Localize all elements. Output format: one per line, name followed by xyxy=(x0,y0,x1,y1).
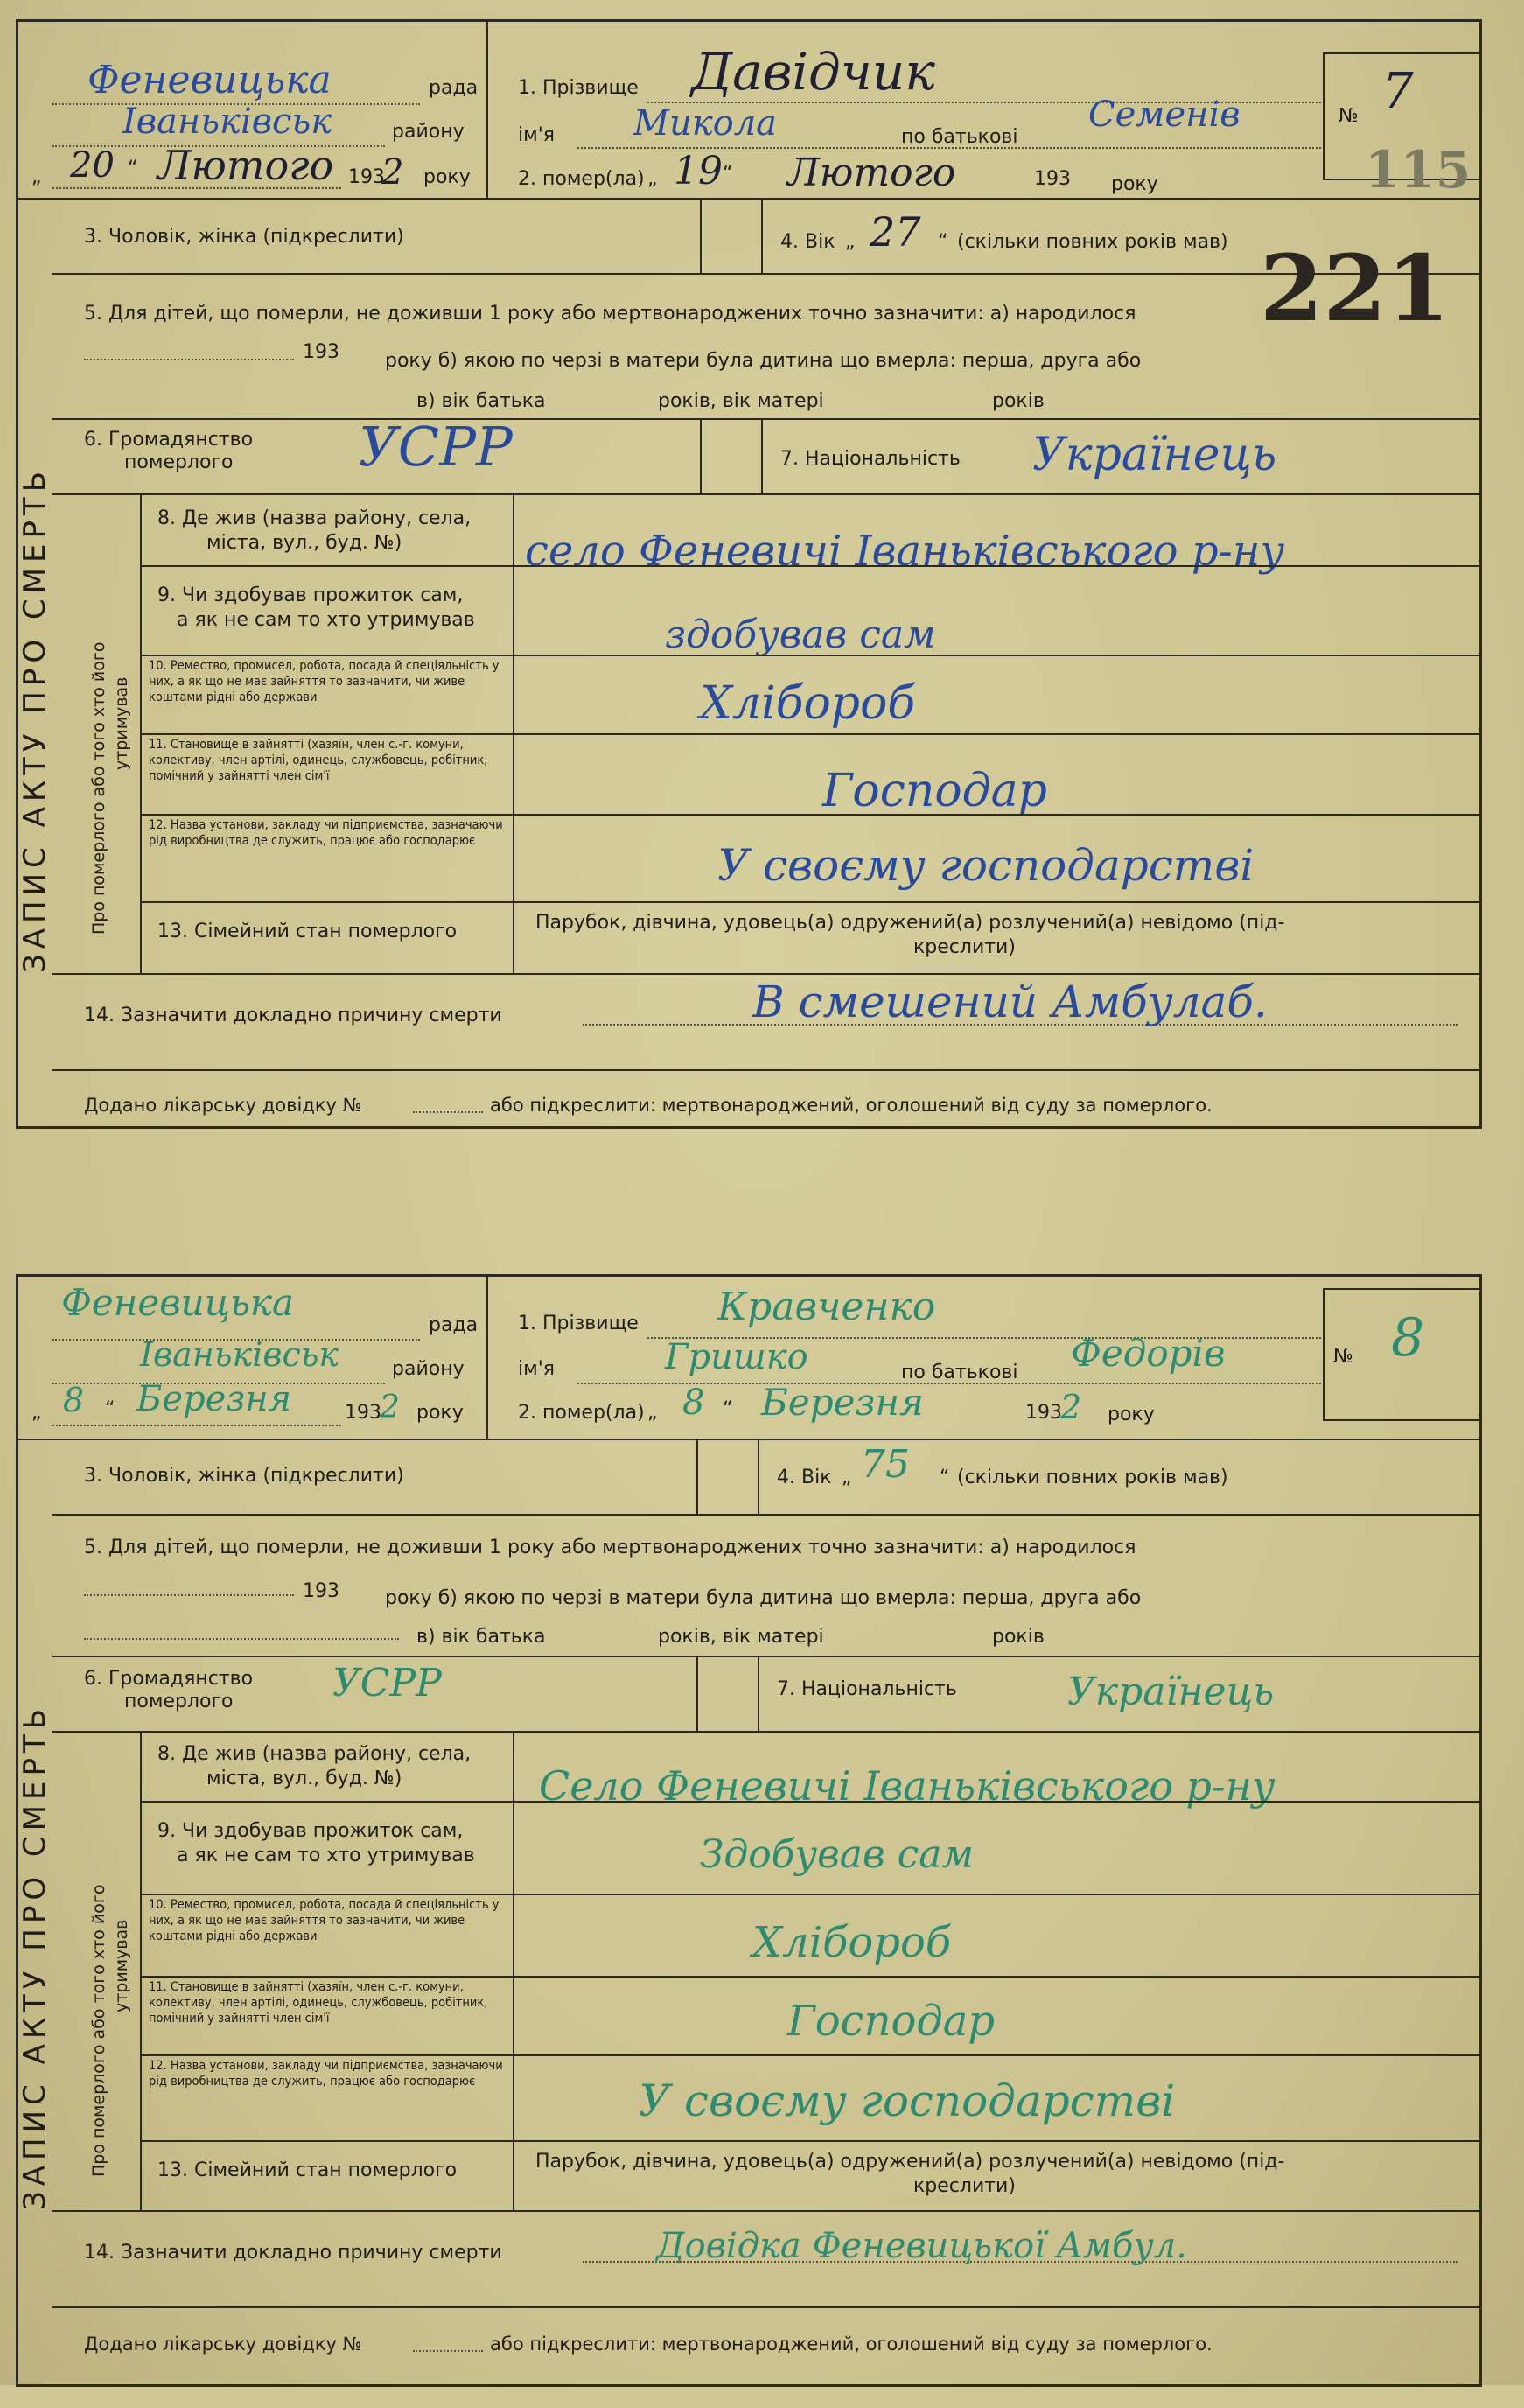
livelihood-label: 9. Чи здобував прожиток сам, xyxy=(157,584,464,606)
nationality-value: Українець xyxy=(1032,429,1277,481)
mother-age-label: років, вік матері xyxy=(658,1626,824,1648)
year-label: року xyxy=(416,1402,464,1424)
father-age-label: в) вік батька xyxy=(416,1626,546,1648)
name-value: Микола xyxy=(633,103,778,144)
children-note-line2: року б) якою по черзі в матери була дитина що вмерла: перша, друга або xyxy=(385,1587,1142,1609)
side-title: ЗАПИС АКТУ ПРО СМЕРТЬ xyxy=(17,1703,52,2210)
marital-label: 13. Сімейний стан померлого xyxy=(157,920,458,942)
died-month: Лютого xyxy=(787,150,956,195)
side-about-2: утримував xyxy=(112,1919,131,2012)
patronymic-label: по батькові xyxy=(901,1362,1018,1383)
children-note-line2: року б) якою по черзі в матери була дитина що вмерла: перша, друга або xyxy=(385,350,1142,372)
age-value: 75 xyxy=(861,1442,910,1487)
registration-day: 20 xyxy=(70,145,115,186)
year-prefix: 193 xyxy=(348,166,385,188)
name-value: Гришко xyxy=(665,1337,808,1377)
years-label: років xyxy=(992,1626,1045,1648)
livelihood-value: Здобував сам xyxy=(700,1832,974,1877)
raion-value: Іваньківськ xyxy=(140,1335,339,1374)
residence-value: село Феневичі Іваньківського р-ну xyxy=(525,527,1285,576)
died-month: Березня xyxy=(761,1381,924,1424)
residence-label: 8. Де жив (назва району, села, xyxy=(157,508,472,529)
registration-month: Березня xyxy=(136,1379,291,1419)
stamp-number-top: 115 xyxy=(1365,140,1472,200)
year-label: року xyxy=(423,166,471,188)
surname-label: 1. Прізвище xyxy=(518,1312,639,1334)
registration-day: 8 xyxy=(63,1381,85,1419)
livelihood-value: здобував сам xyxy=(665,612,936,657)
died-year-label: року xyxy=(1111,173,1158,195)
age-value: 27 xyxy=(870,208,921,256)
rada-label: рада xyxy=(429,1314,479,1336)
marital-label: 13. Сімейний стан померлого xyxy=(157,2160,458,2181)
workplace-label: 12. Назва установи, закладу чи підприємства, зазначаючи рід виробництва де служить, працює або господарює xyxy=(149,818,503,848)
rada-value: Феневицька xyxy=(87,58,332,102)
children-year-prefix: 193 xyxy=(303,341,339,363)
marital-options: Парубок, дівчина, удовець(а) одружений(а) розлучений(а) невідомо (під- xyxy=(535,912,1285,934)
occupation-label: 10. Ремество, промисел, робота, посада й спеціяльність у них, а як що не має зайняття то зазначити, чи живе коштами рідні або держави xyxy=(149,659,500,704)
sex-label: 3. Чоловік, жінка (підкреслити) xyxy=(84,1465,404,1487)
livelihood-label-2: а як не сам то хто утримував xyxy=(177,609,475,631)
age-label: 4. Вік xyxy=(777,1466,832,1488)
position-value: Господар xyxy=(787,1997,996,2046)
died-day: 8 xyxy=(682,1382,705,1423)
record-number: 7 xyxy=(1382,63,1414,120)
livelihood-label-2: а як не сам то хто утримував xyxy=(177,1844,475,1866)
stamp-number-large: 221 xyxy=(1260,234,1451,342)
raion-value: Іваньківськ xyxy=(122,102,332,142)
number-label: № xyxy=(1339,105,1359,127)
patronymic-value: Федорів xyxy=(1071,1332,1226,1375)
died-label: 2. помер(ла) xyxy=(518,1402,645,1424)
cause-value: В смешений Амбулаб. xyxy=(752,976,1268,1027)
citizenship-value: УСРР xyxy=(332,1661,442,1705)
age-hint: (скільки повних років мав) xyxy=(957,1466,1228,1488)
number-label: № xyxy=(1333,1346,1353,1368)
footer-note-a: Додано лікарську довідку № xyxy=(84,2334,362,2355)
name-label: ім'я xyxy=(518,1358,555,1380)
raion-label: району xyxy=(392,1358,465,1380)
occupation-value: Хлібороб xyxy=(752,1918,952,1967)
record-number: 8 xyxy=(1391,1307,1425,1368)
children-note-line1: 5. Для дітей, що померли, не доживши 1 року або мертвонароджених точно зазначити: а) народилося xyxy=(84,303,1136,325)
citizenship-label: 6. Громадянство xyxy=(84,429,254,451)
sex-label: 3. Чоловік, жінка (підкреслити) xyxy=(84,226,404,248)
registration-month: Лютого xyxy=(157,142,334,189)
footer-note-a: Додано лікарську довідку № xyxy=(84,1095,362,1116)
nationality-label: 7. Національність xyxy=(780,448,961,470)
mother-age-label: років, вік матері xyxy=(658,390,824,412)
cause-label: 14. Зазначити докладно причину смерти xyxy=(84,1004,502,1026)
children-year-prefix: 193 xyxy=(303,1580,339,1602)
registration-year-digit: 2 xyxy=(380,1390,400,1425)
nationality-value: Українець xyxy=(1067,1670,1275,1714)
died-year-digit: 2 xyxy=(1060,1388,1082,1426)
patronymic-value: Семенів xyxy=(1088,94,1241,135)
side-about-2: утримував xyxy=(112,676,131,770)
position-label: 11. Становище в зайнятті (хазяїн, член с.-г. комуни, колективу, член артілі, одинець, службовець, робітник, помічний у зайнятті член сім'ї xyxy=(149,1980,488,2026)
citizenship-label: 6. Громадянство xyxy=(84,1668,254,1690)
died-year-label: року xyxy=(1108,1404,1155,1425)
death-record-2: Феневицька рада Іваньківськ району „ 8 “ Березня 193 2 року 1. Прізвище Кравченко ім'я Гришко по батькові Федорів 2. помер(ла) „ 8 “ Березня 193 2 року № 8 3. Чоловік, жінка (підкреслити) 4. Вік „ 75 “ (скільки повних років мав) 5. Для дітей, що померли, не доживши 1 року або мертвонароджених точно зазначити: а) народилося 193 року б) якою по черзі в матери була дитина що вмерла: перша, друга або в) вік батька років, вік матері років 6. Громадянство померлого УСРР 7. Національність Українець 8. Де жив (назва району, села, міста, вул., буд. №) Село Феневичі Іваньківського р-ну 9. Чи здобував прожиток сам, а як не сам то хто утримував Здобував сам 10. Ремество, промисел, робота, посада й спеціяльність у них, а як що не має зайняття то зазначити, чи живе коштами рідні або держави Хлібороб 11. Становище в зайнятті (хазяїн, член с.-г. комуни, колективу, член артілі, одинець, службовець, робітник, помічний у зайнятті член сім'ї Господар 12. Назва установи, закладу чи підприємства, зазначаючи рід виробництва де служить, працює або господарює У своєму господарстві 13. Сімейний стан померлого Парубок, дівчина, удовець(а) одружений(а) розлучений(а) невідомо (під- креслити) 14. Зазначити докладно причину смерти Довідка Феневицької Амбул. Додано лікарську довідку № або підкреслити: мертвонароджений, оголошений від суду за померлого. ЗАПИС АКТУ ПРО СМЕРТЬ Про померлого або того хто його утримував xyxy=(0,1270,1524,2408)
citizenship-label-2: померлого xyxy=(124,452,234,473)
registration-year-digit: 2 xyxy=(381,152,404,192)
residence-label: 8. Де жив (назва району, села, xyxy=(157,1743,472,1765)
side-about: Про померлого або того хто його xyxy=(89,641,108,934)
raion-label: району xyxy=(392,121,465,143)
residence-label-2: міста, вул., буд. №) xyxy=(206,1768,402,1789)
footer-note-b: або підкреслити: мертвонароджений, оголошений від суду за померлого. xyxy=(490,2334,1213,2355)
citizenship-label-2: померлого xyxy=(124,1690,234,1712)
died-label: 2. помер(ла) xyxy=(518,168,645,190)
surname-value: Давідчик xyxy=(691,42,935,102)
surname-label: 1. Прізвище xyxy=(518,77,639,99)
position-value: Господар xyxy=(822,765,1047,817)
died-day: 19 xyxy=(674,149,723,193)
rada-value: Феневицька xyxy=(61,1281,295,1324)
workplace-value: У своєму господарстві xyxy=(639,2076,1176,2126)
workplace-value: У своєму господарстві xyxy=(717,840,1255,891)
age-hint: (скільки повних років мав) xyxy=(957,231,1228,253)
surname-value: Кравченко xyxy=(717,1284,936,1329)
death-record-1: Феневицька рада Іваньківськ району „ 20 “ Лютого 193 2 року 1. Прізвище Давідчик ім'я Микола по батькові Семенів 2. помер(ла) „ 19 “ Лютого 193 року № 7 115 3. Чоловік, жінка (підкреслити) 4. Вік „ 27 “ (скільки повних років мав) 5. Для дітей, що померли, не доживши 1 року або мертвонароджених точно зазначити: а) народилося 221 193 року б) якою по черзі в матери була дитина що вмерла: перша, друга або в) вік батька років, вік матері років 6. Громадянство померлого УСРР 7. Національність Українець 8. Де жив (назва району, села, міста, вул., буд. №) село Феневичі Іваньківського р-ну 9. Чи здобував прожиток сам, а як не сам то хто утримував здобував сам 10. Ремество, промисел, робота, посада й спеціяльність у них, а як що не має зайняття то зазначити, чи живе коштами рідні або держави Хлібороб 11. Становище в зайнятті (хазяїн, член с.-г. комуни, колективу, член артілі, одинець, службовець, робітник, помічний у зайнятті член сім'ї Господар 12. Назва установи, закладу чи підприємства, зазначаючи рід виробництва де служить, працює або господарює У своєму господарстві 13. Сімейний стан померлого Парубок, дівчина, удовець(а) одружений(а) розлучений(а) невідомо (під- креслити) 14. Зазначити докладно причину смерти В смешений Амбулаб. Додано лікарську довідку № або підкреслити: мертвонароджений, оголошений від суду за померлого. ЗАПИС АКТУ ПРО СМЕРТЬ Про померлого або того хто його утримував xyxy=(0,0,1524,1138)
patronymic-label: по батькові xyxy=(901,126,1018,148)
died-year-prefix: 193 xyxy=(1034,168,1071,190)
position-label: 11. Становище в зайнятті (хазяїн, член с.-г. комуни, колективу, член артілі, одинець, службовець, робітник, помічний у зайнятті член сім'ї xyxy=(149,738,488,783)
name-label: ім'я xyxy=(518,124,555,146)
year-prefix: 193 xyxy=(345,1402,381,1424)
footer-note-b: або підкреслити: мертвонароджений, оголошений від суду за померлого. xyxy=(490,1095,1213,1116)
occupation-value: Хлібороб xyxy=(700,677,916,730)
age-label: 4. Вік xyxy=(780,231,835,253)
father-age-label: в) вік батька xyxy=(416,390,546,412)
side-title: ЗАПИС АКТУ ПРО СМЕРТЬ xyxy=(17,466,52,973)
children-note-line1: 5. Для дітей, що померли, не доживши 1 року або мертвонароджених точно зазначити: а) народилося xyxy=(84,1536,1136,1558)
marital-options-2: креслити) xyxy=(913,2175,1016,2197)
marital-options-2: креслити) xyxy=(913,936,1016,958)
years-label: років xyxy=(992,390,1045,412)
livelihood-label: 9. Чи здобував прожиток сам, xyxy=(157,1820,464,1842)
residence-value: Село Феневичі Іваньківського р-ну xyxy=(539,1762,1276,1810)
cause-label: 14. Зазначити докладно причину смерти xyxy=(84,2242,502,2264)
nationality-label: 7. Національність xyxy=(777,1678,957,1700)
side-about: Про померлого або того хто його xyxy=(89,1884,108,2177)
occupation-label: 10. Ремество, промисел, робота, посада й спеціяльність у них, а як що не має зайняття то зазначити, чи живе коштами рідні або держави xyxy=(149,1898,500,1943)
workplace-label: 12. Назва установи, закладу чи підприємства, зазначаючи рід виробництва де служить, працює або господарює xyxy=(149,2059,503,2089)
died-year-prefix: 193 xyxy=(1025,1402,1062,1424)
cause-value: Довідка Феневицької Амбул. xyxy=(656,2226,1187,2266)
marital-options: Парубок, дівчина, удовець(а) одружений(а) розлучений(а) невідомо (під- xyxy=(535,2151,1285,2173)
rada-label: рада xyxy=(429,77,479,99)
citizenship-value: УСРР xyxy=(359,415,513,479)
residence-label-2: міста, вул., буд. №) xyxy=(206,532,402,554)
